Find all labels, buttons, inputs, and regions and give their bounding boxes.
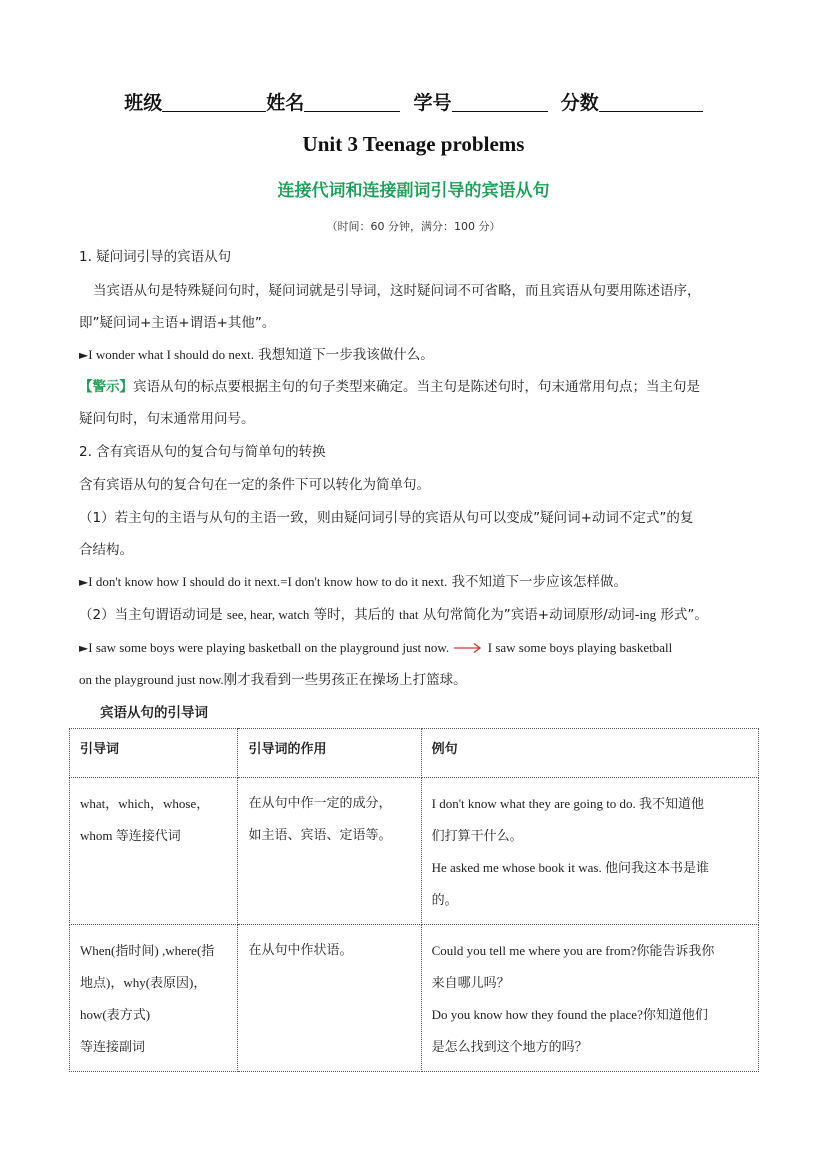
cell-line: 等连接副词 — [80, 1039, 146, 1054]
section1-para-line1: 当宾语从句是特殊疑问句时，疑问词就是引导词，这时疑问词不可省略，而且宾语从句要用陈述语序， — [93, 283, 701, 299]
cell-line: 的。 — [431, 892, 458, 907]
section2-intro: 含有宾语从句的复合句在一定的条件下可以转化为简单句。 — [79, 477, 430, 493]
student-info-line — [0, 88, 827, 115]
page-subtitle: 连接代词和连接副词引导的宾语从句 — [277, 181, 550, 201]
example-cn: 我想知道下一步我该做什么。 — [253, 347, 434, 363]
warning-line2: 疑问句时，句末通常用问号。 — [79, 411, 255, 427]
rule2-text-d: 形式”。 — [656, 607, 708, 623]
section1-para-line2: 即”疑问词+主语+谓语+其他”。 — [79, 315, 276, 331]
cell-line: 来自哪儿吗？ — [431, 975, 510, 990]
class-blank[interactable] — [162, 93, 266, 112]
arrow-right-icon — [453, 642, 483, 654]
rule1-line2: 合结构。 — [79, 542, 133, 558]
table-row — [70, 778, 759, 925]
id-label: 学号 — [413, 92, 452, 114]
id-blank[interactable] — [452, 93, 548, 112]
bullet-triangle-icon: ► — [79, 641, 89, 655]
time-info: （时间：60 分钟，满分：100 分） — [326, 220, 501, 233]
table-header-cell: 例句 — [421, 729, 758, 778]
rule2-text-a: （2）当主句谓语动词是 — [79, 607, 227, 623]
cell-line: I don't know what they are going to do. 我不知道他 — [431, 796, 705, 811]
example2-line1 — [79, 638, 672, 658]
section1-example — [79, 345, 434, 365]
cell-line: 如主语、宾语、定语等。 — [248, 828, 392, 843]
example2-en-c: on the playground just now. — [79, 672, 224, 687]
example2-en-b: I saw some boys playing basketball — [487, 640, 673, 655]
warning-label: 【警示】 — [79, 379, 133, 395]
cell-line: Do you know how they found the place?你知道他们 — [431, 1007, 708, 1022]
class-label: 班级 — [124, 92, 163, 114]
cell-line: 是怎么找到这个地方的吗？ — [431, 1039, 588, 1054]
table-cell-words — [70, 925, 238, 1072]
table-header-cell: 引导词 — [70, 729, 238, 778]
conjunction-table — [69, 728, 759, 1072]
table-title: 宾语从句的引导词 — [100, 705, 208, 721]
warning-text-1: 宾语从句的标点要根据主句的句子类型来确定。当主句是陈述句时，句末通常用句点；当主句是 — [133, 379, 700, 395]
table-cell-examples — [421, 925, 758, 1072]
table-cell-role — [238, 925, 421, 1072]
cell-line: 们打算干什么。 — [431, 828, 523, 843]
score-label: 分数 — [560, 92, 599, 114]
cell-line: He asked me whose book it was. 他问我这本书是谁 — [431, 860, 709, 875]
rule2-text-c: 从句常简化为”宾语+动词原形/动词- — [418, 607, 640, 623]
example2-line2 — [79, 670, 467, 690]
bullet-triangle-icon: ► — [79, 575, 89, 589]
page-title: Unit 3 Teenage problems — [302, 132, 525, 156]
cell-line: When(指时间) ,where(指 — [80, 943, 215, 958]
example1-en: I don't know how I should do it next.=I don't know how to do it next. — [88, 574, 448, 589]
warning-line1 — [79, 377, 700, 397]
table-cell-examples — [421, 778, 758, 925]
rule2-text-b: 等时，其后的 — [309, 607, 399, 623]
rule2-verbs: see, hear, watch — [226, 607, 310, 622]
table-cell-role — [238, 778, 421, 925]
rule2-line — [79, 605, 708, 625]
rule2-that: that — [398, 607, 419, 622]
rule2-ing: ing — [639, 607, 657, 622]
table-row — [70, 925, 759, 1072]
name-label: 姓名 — [266, 92, 305, 114]
cell-line: 在从句中作状语。 — [248, 943, 353, 958]
example2-cn: 刚才我看到一些男孩正在操场上打篮球。 — [223, 672, 467, 688]
section2-heading: 2. 含有宾语从句的复合句与简单句的转换 — [79, 444, 326, 460]
example2-en-a: I saw some boys were playing basketball on the playground just now. — [88, 640, 450, 655]
cell-line: whom 等连接代词 — [80, 828, 181, 843]
example1-cn: 我不知道下一步应该怎样做。 — [447, 574, 628, 590]
rule1-line1: （1）若主句的主语与从句的主语一致，则由疑问词引导的宾语从句可以变成”疑问词+动词不定式”的复 — [79, 510, 694, 526]
example-en: I wonder what I should do next. — [88, 347, 254, 362]
name-blank[interactable] — [304, 93, 400, 112]
table-cell-words — [70, 778, 238, 925]
cell-line: how(表方式) — [80, 1007, 151, 1022]
score-blank[interactable] — [599, 93, 703, 112]
bullet-triangle-icon: ► — [79, 348, 89, 362]
cell-line: what，which，whose， — [80, 796, 210, 811]
example1 — [79, 572, 627, 592]
cell-line: 地点)，why(表原因)， — [80, 975, 207, 990]
cell-line: Could you tell me where you are from?你能告诉我你 — [431, 943, 715, 958]
cell-line: 在从句中作一定的成分， — [248, 796, 392, 811]
section1-heading: 1. 疑问词引导的宾语从句 — [79, 249, 232, 265]
table-header-cell: 引导词的作用 — [238, 729, 421, 778]
table-header-row — [70, 729, 759, 778]
